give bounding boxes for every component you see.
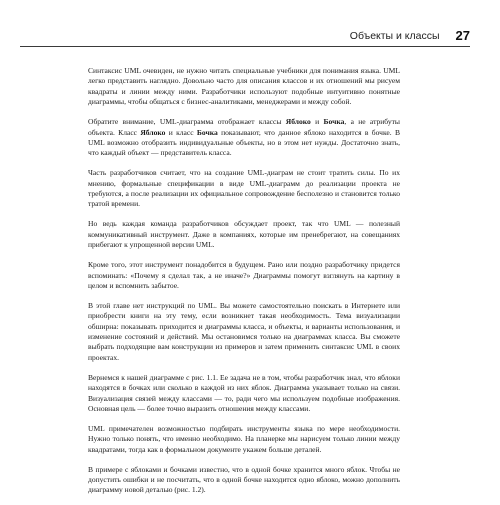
chapter-title: Объекты и классы [349, 30, 440, 42]
paragraph [88, 66, 400, 108]
paragraph [88, 168, 400, 210]
paragraph [88, 219, 400, 250]
paragraph [88, 260, 400, 291]
body-text [88, 66, 400, 505]
text-run: Часть разработчиков считает, что на создание UML-диаграм не стоит тратить силы. По их мнению, формальные спецификации в виде UML-диаграмм до реализации проекта не требуются, а после реализации их официальное сопровождение бесполезно и становится только тратой времени. [88, 168, 400, 209]
paragraph [88, 424, 400, 455]
paragraph [88, 373, 400, 415]
text-run: и [310, 117, 324, 127]
paragraph [88, 117, 400, 159]
text-run: Синтаксис UML очевиден, не нужно читать специальные учебники для понимания языка. UML легко представить наглядно. Довольно часто для описания классов и их отношений мы рисуем квадраты и линии между ними. Разработчики используют подобные интуитивно понятные диаграммы, чтобы общаться с бизнес-аналитиками, менеджерами и между собой. [88, 66, 400, 107]
text-run: В этой главе нет инструкций по UML. Вы можете самостоятельно поискать в Интернете или приобрести книги на эту тему, если возникнет такая необходимость. Тема визуализации обширна: показывать приходится и диаграммы класса, и объекты, и варианты использования, и изменение состояний и действий. Мы остановимся только на диаграммах класса. Вы сможете выбрать подходящие вам конструкции из примеров и затем применить синтаксис UML в своих проектах. [88, 300, 400, 362]
text-run: показывают, что данное яблоко находится в бочке. В UML возможно отобразить индивидуальные объекты, но в этом нет нужды. Достаточно знать, что каждый объект — представитель класса. [88, 127, 401, 158]
text-run: Обратите внимание, UML-диаграмма отображает классы [88, 117, 286, 127]
class-name: Бочка [323, 117, 345, 127]
paragraph [88, 301, 400, 363]
class-name: Бочка [196, 127, 218, 137]
running-header [20, 26, 470, 47]
text-run: Вернемся к нашей диаграмме с рис. 1.1. Ее задача не в том, чтобы разработчик знал, что яблоки находятся в бочках или сколько в каждой из них яблок. Диаграмма указывает только на связи. Визуализация связей между классами — то, ради чего мы используем подобные изображения. Основная цель — более точно выразить отношения между классами. [88, 372, 400, 413]
text-run: Но ведь каждая команда разработчиков обсуждает проект, так что UML — полезный коммуникативный инструмент. Даже в компаниях, которые им пренебрегают, на совещаниях прибегают к упрощенной версии UML. [88, 219, 400, 250]
text-run: В примере с яблоками и бочками известно, что в одной бочке хранится много яблок. Чтобы не допустить ошибки и не посчитать, что в одной бочке находится одно яблоко, можно дополнить диаграмму новой деталью (рис. 1.2). [88, 464, 400, 495]
text-run: и класс [165, 127, 197, 137]
text-run: , а не атрибуты объекта. Класс [88, 117, 400, 137]
text-run: Кроме того, этот инструмент понадобится в будущем. Рано или поздно разработчику придется вспоминать: «Почему я сделал так, а не иначе?» Диаграммы помогут взглянуть на картину в целом и вспомнить забытое. [88, 260, 400, 290]
class-name: Яблоко [140, 127, 166, 137]
page-number: 27 [455, 28, 470, 43]
paragraph [88, 465, 400, 496]
class-name: Яблоко [285, 117, 311, 127]
text-run: UML примечателен возможностью подбирать инструменты языка по мере необходимости. Нужно только понять, что именно необходимо. На планерке мы нарисуем только линии между квадратами, тогда как в формальном документе укажем больше деталей. [88, 423, 400, 454]
